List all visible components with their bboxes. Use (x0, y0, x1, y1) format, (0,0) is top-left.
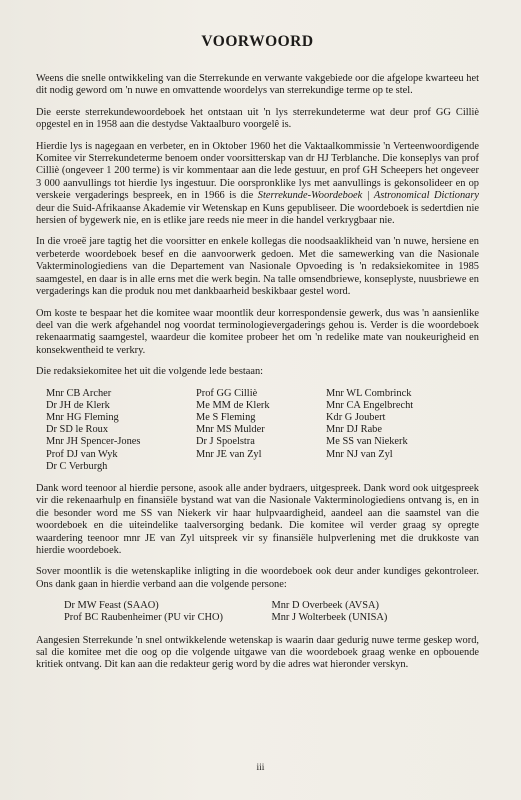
paragraph-3 (36, 141, 479, 228)
member-name: Mnr NJ van Zyl (326, 448, 393, 460)
member-name: Mnr CA Engelbrecht (326, 399, 414, 411)
committee-members-list (46, 388, 479, 473)
page-title: VOORWOORD (201, 33, 314, 50)
member-name: Prof DJ van Wyk (46, 448, 118, 460)
expert-name: Mnr D Overbeek (AVSA) (271, 600, 379, 612)
experts-column-2 (272, 600, 480, 624)
member-name: Prof GG Cilliè (196, 387, 258, 399)
experts-column-1 (64, 600, 272, 624)
paragraph-2: Die eerste sterrekundewoordeboek het ontstaan uit 'n lys sterrekundeterme wat deur prof GG Cilliè opgestel en in 1958 aan die destydse Vaktaalburo voorgelê is. (36, 106, 479, 131)
paragraph-5: Om koste te bespaar het die komitee waar moontlik deur korrespondensie gewerk, dus was 'n aansienlike deel van die werk afgehandel nog voordat terminologievergaderings gehou is. Verder is die woordeboek rekenaarmatig saamgestel, waardeur die komitee probeer het om 'n redelike mate van noukeurigheid en konsekwentheid te verkry. (36, 307, 479, 356)
member-name: Mnr HG Fleming (46, 411, 119, 423)
experts-list (64, 600, 479, 624)
members-column-1 (46, 388, 196, 473)
paragraph-experts-intro: Sover moontlik is die wetenskaplike inligting in die woordeboek ook deur ander kundiges gekontroleer. Ons dank gaan in hierdie verband aan die volgende persone: (36, 566, 479, 590)
member-name: Mnr CB Archer (46, 387, 112, 399)
member-name: Mnr JE van Zyl (196, 448, 262, 460)
expert-name: Dr MW Feast (SAAO) (64, 600, 159, 612)
member-name: Kdr G Joubert (326, 411, 386, 423)
members-column-2 (196, 388, 326, 473)
member-name: Me SS van Niekerk (326, 436, 408, 448)
page-number: iii (256, 763, 265, 773)
expert-name: Mnr J Wolterbeek (UNISA) (271, 612, 388, 624)
member-name: Me S Fleming (196, 411, 256, 423)
paragraph-1: Weens die snelle ontwikkeling van die Sterrekunde en verwante vakgebiede oor die afgelope kwarteeu het dit nodig geword om 'n nuwe en omvattende woordelys van sterrekundige terme op te stel. (36, 73, 479, 97)
member-name: Mnr DJ Rabe (326, 424, 382, 436)
paragraph-3-text-b: deur die Suid-Afrikaanse Akademie vir Wetenskap en Kuns gepubliseer. Die woordeboek is sedertdien nie hersien of bygewerk nie, en is etlike jare reeds nie meer in die handel verkrygbaar nie. (36, 202, 479, 227)
paragraph-4: In die vroeë jare tagtig het die voorsitter en enkele kollegas die noodsaaklikheid van 'n nuwe, hersiene en verbeterde woordeboek besef en die aanvoorwerk gedoen. Met die samewerking van die Nasionale Vakterminologiediens van die Departement van Nasionale Opvoeding is 'n redaksiekomitee in 1985 saamgestel, en daar is in alle erns met die werk begin. Na talle omsendbriewe, konseplyste, nuusbriewe en vergaderings kan die produk nou met dankbaarheid beskikbaar gestel word. (36, 236, 479, 298)
member-name: Mnr JH Spencer-Jones (46, 436, 141, 448)
expert-name: Prof BC Raubenheimer (PU vir CHO) (64, 612, 224, 624)
member-name: Dr SD le Roux (46, 424, 109, 436)
paragraph-members-intro: Die redaksiekomitee het uit die volgende lede bestaan: (36, 366, 264, 378)
paragraph-3-text-a: Hierdie lys is nagegaan en verbeter, en in Oktober 1960 het die Vaktaalkommissie 'n Verteenwoordigende Komitee vir Sterrekundeterme benoem onder voorsitterskap van dr HJ Terblanche. Die konseplys van prof Cilliè (ongeveer 1 200 terme) is vir kommentaar aan die lede gestuur, en prof GH Scheepers het ongeveer 3 000 aanvullings tot hierdie lys ingestuur. Die oorspronklike lys met aanvullings is gekonsolideer en op verskeie vergaderings bespreek, en in 1966 is die (36, 140, 479, 202)
paragraph-thanks: Dank word teenoor al hierdie persone, asook alle ander bydraers, uitgespreek. Dank word ook uitgespreek vir die rekenaarhulp en finansiële bystand wat van die Nasionale Vakterminologiediens ontvang is, en in die besonder word me SS van Niekerk vir haar hulpvaardigheid, aandeel aan die saamstel van die woordeboek en die uiteindelike taalversorging bedank. Die komitee wil verder graag sy opregte waardering teenoor mnr JE van Zyl uitspreek vir sy finansiële hulpverlening met die drukkoste van hierdie woordeboek. (36, 482, 479, 556)
paragraph-closing: Aangesien Sterrekunde 'n snel ontwikkelende wetenskap is waarin daar gedurig nuwe terme geskep word, sal die komitee met die oog op die volgende uitgawe van die woordeboek graag wenke en opbouende kritiek ontvang. Dit kan aan die redakteur gerig word by die adres wat hieronder verskyn. (36, 634, 479, 671)
dictionary-title: Sterrekunde-Woordeboek | Astronomical Dictionary (257, 190, 479, 202)
members-column-3 (326, 388, 476, 473)
member-name: Dr J Spoelstra (196, 436, 255, 448)
member-name: Mnr WL Combrinck (326, 387, 412, 399)
member-name: Mnr MS Mulder (196, 424, 265, 436)
member-name: Dr JH de Klerk (46, 399, 110, 411)
member-name: Me MM de Klerk (196, 399, 270, 411)
member-name: Dr C Verburgh (46, 460, 108, 472)
